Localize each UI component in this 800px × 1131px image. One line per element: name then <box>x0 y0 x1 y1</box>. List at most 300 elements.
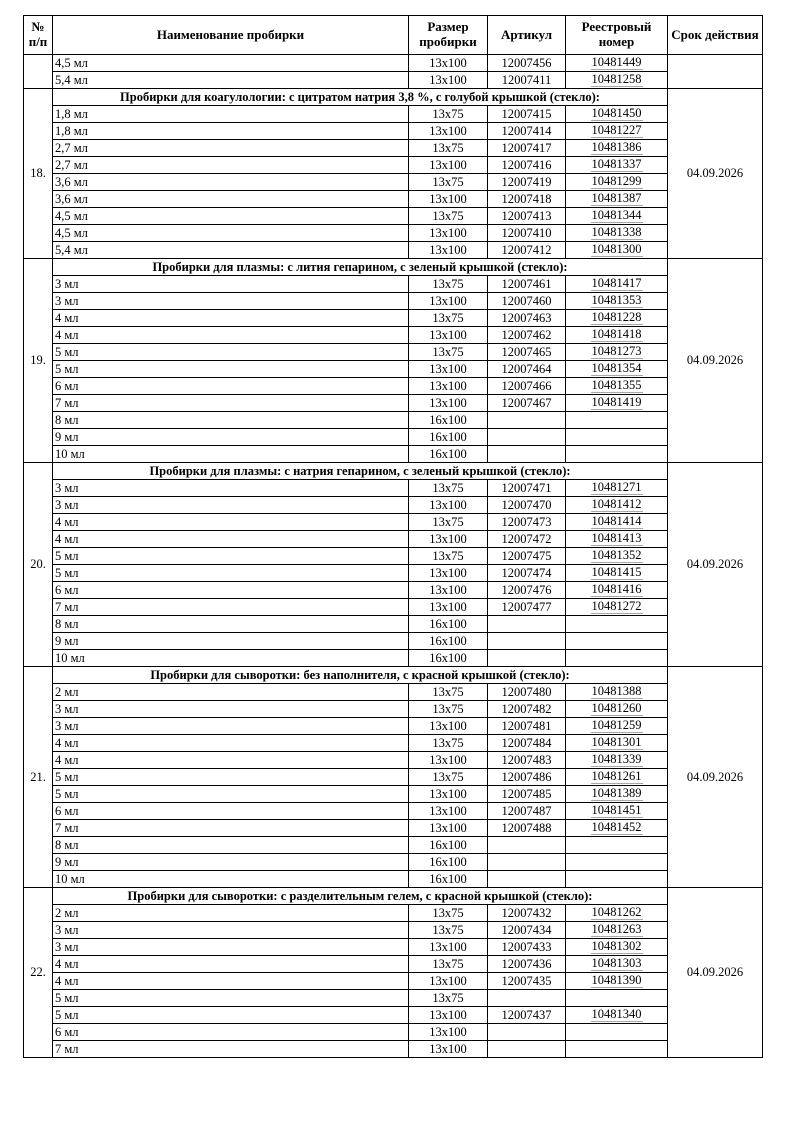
table-row <box>24 650 763 667</box>
table-row <box>24 310 763 327</box>
article-number: 12007471 <box>488 480 566 497</box>
tube-name: 5 мл <box>53 769 409 786</box>
registry-number-text: 10481300 <box>591 242 642 256</box>
table-row <box>24 123 763 140</box>
registry-number <box>566 548 668 565</box>
registry-number <box>566 786 668 803</box>
tube-size: 13x75 <box>409 735 488 752</box>
section-number: 20. <box>24 463 53 667</box>
tube-size: 13x100 <box>409 361 488 378</box>
tube-size: 13x100 <box>409 939 488 956</box>
registry-number <box>566 718 668 735</box>
validity-date: 04.09.2026 <box>668 463 763 667</box>
registry-number-text: 10481414 <box>591 514 642 528</box>
registry-number <box>566 157 668 174</box>
article-number: 12007413 <box>488 208 566 225</box>
article-number: 12007484 <box>488 735 566 752</box>
registry-number-text: 10481227 <box>591 123 642 137</box>
tube-name: 7 мл <box>53 395 409 412</box>
table-row <box>24 769 763 786</box>
tube-name: 6 мл <box>53 582 409 599</box>
tube-size: 13x100 <box>409 191 488 208</box>
table-row <box>24 956 763 973</box>
registry-number-text: 10481260 <box>591 701 642 715</box>
registry-number-text: 10481258 <box>591 72 642 86</box>
registry-number <box>566 514 668 531</box>
tube-name: 4 мл <box>53 956 409 973</box>
tube-name: 1,8 мл <box>53 106 409 123</box>
registry-number <box>566 735 668 752</box>
article-number: 12007463 <box>488 310 566 327</box>
article-number <box>488 854 566 871</box>
registry-number <box>566 140 668 157</box>
article-number: 12007465 <box>488 344 566 361</box>
article-number <box>488 650 566 667</box>
tube-name: 5 мл <box>53 565 409 582</box>
article-number: 12007475 <box>488 548 566 565</box>
registry-number-text: 10481301 <box>591 735 642 749</box>
tube-name: 4 мл <box>53 752 409 769</box>
article-number: 12007476 <box>488 582 566 599</box>
registry-number-text: 10481259 <box>591 718 642 732</box>
section-number: 22. <box>24 888 53 1058</box>
table-row <box>24 1024 763 1041</box>
tube-name: 7 мл <box>53 599 409 616</box>
registry-number-text: 10481262 <box>591 905 642 919</box>
table-row <box>24 276 763 293</box>
tube-size: 16x100 <box>409 650 488 667</box>
tube-name: 7 мл <box>53 820 409 837</box>
registry-number <box>566 684 668 701</box>
article-number: 12007419 <box>488 174 566 191</box>
table-row <box>24 701 763 718</box>
tube-size: 13x100 <box>409 565 488 582</box>
article-number <box>488 871 566 888</box>
table-row <box>24 293 763 310</box>
registry-number <box>566 956 668 973</box>
registry-number-text: 10481338 <box>591 225 642 239</box>
tube-name: 3 мл <box>53 922 409 939</box>
tube-name: 4 мл <box>53 310 409 327</box>
article-number: 12007414 <box>488 123 566 140</box>
registry-number <box>566 1007 668 1024</box>
registry-number <box>566 72 668 89</box>
section-header-row <box>24 667 763 684</box>
tube-size: 13x100 <box>409 718 488 735</box>
tube-name: 4 мл <box>53 531 409 548</box>
article-number: 12007418 <box>488 191 566 208</box>
registry-number <box>566 208 668 225</box>
article-number <box>488 1041 566 1058</box>
table-row <box>24 735 763 752</box>
article-number: 12007432 <box>488 905 566 922</box>
registry-number-text: 10481417 <box>591 276 642 290</box>
col-header-size: Размер пробирки <box>409 16 488 55</box>
tube-name: 4 мл <box>53 327 409 344</box>
validity-date: 04.09.2026 <box>668 259 763 463</box>
article-number: 12007434 <box>488 922 566 939</box>
tube-name: 4 мл <box>53 514 409 531</box>
table-row <box>24 786 763 803</box>
tube-size: 13x100 <box>409 55 488 72</box>
tube-size: 13x100 <box>409 820 488 837</box>
tube-size: 13x100 <box>409 293 488 310</box>
tube-name: 2,7 мл <box>53 140 409 157</box>
section-title: Пробирки для сыворотки: без наполнителя, с красной крышкой (стекло): <box>53 667 668 684</box>
tube-size: 13x75 <box>409 684 488 701</box>
registry-number-text: 10481452 <box>591 820 642 834</box>
validity-date <box>668 55 763 89</box>
col-header-name: Наименование пробирки <box>53 16 409 55</box>
tube-size: 13x100 <box>409 123 488 140</box>
registry-number-text: 10481451 <box>591 803 642 817</box>
registry-number-text: 10481339 <box>591 752 642 766</box>
table-row <box>24 633 763 650</box>
registry-number <box>566 973 668 990</box>
article-number: 12007464 <box>488 361 566 378</box>
table-row <box>24 905 763 922</box>
registry-number <box>566 701 668 718</box>
registry-number-text: 10481337 <box>591 157 642 171</box>
section-number: 21. <box>24 667 53 888</box>
registry-number-text: 10481390 <box>591 973 642 987</box>
tube-name: 8 мл <box>53 837 409 854</box>
tube-name: 5,4 мл <box>53 72 409 89</box>
tube-size: 13x75 <box>409 514 488 531</box>
tube-size: 13x100 <box>409 497 488 514</box>
tube-size: 16x100 <box>409 854 488 871</box>
article-number: 12007485 <box>488 786 566 803</box>
article-number: 12007466 <box>488 378 566 395</box>
table-row <box>24 497 763 514</box>
tube-name: 3 мл <box>53 480 409 497</box>
registry-number <box>566 616 668 633</box>
table-row <box>24 973 763 990</box>
article-number <box>488 1024 566 1041</box>
registry-number <box>566 990 668 1007</box>
tube-name: 7 мл <box>53 1041 409 1058</box>
tube-name: 9 мл <box>53 854 409 871</box>
article-number: 12007462 <box>488 327 566 344</box>
tube-name: 2,7 мл <box>53 157 409 174</box>
registry-number <box>566 633 668 650</box>
article-number: 12007435 <box>488 973 566 990</box>
table-row <box>24 837 763 854</box>
registry-number <box>566 803 668 820</box>
tube-size: 13x75 <box>409 956 488 973</box>
registry-number-text: 10481386 <box>591 140 642 154</box>
col-header-article: Артикул <box>488 16 566 55</box>
table-row <box>24 106 763 123</box>
registry-number <box>566 242 668 259</box>
table-row <box>24 480 763 497</box>
registry-number <box>566 565 668 582</box>
tube-product-table <box>23 15 763 1058</box>
registry-number <box>566 293 668 310</box>
tube-name: 5,4 мл <box>53 242 409 259</box>
table-row <box>24 327 763 344</box>
article-number: 12007437 <box>488 1007 566 1024</box>
section-number: 18. <box>24 89 53 259</box>
section-header-row <box>24 89 763 106</box>
tube-size: 16x100 <box>409 837 488 854</box>
tube-name: 3 мл <box>53 718 409 735</box>
validity-date: 04.09.2026 <box>668 89 763 259</box>
registry-number <box>566 378 668 395</box>
table-row <box>24 1041 763 1058</box>
registry-number-text: 10481271 <box>591 480 642 494</box>
registry-number-text: 10481419 <box>591 395 642 409</box>
tube-size: 13x75 <box>409 344 488 361</box>
registry-number-text: 10481355 <box>591 378 642 392</box>
registry-number-text: 10481272 <box>591 599 642 613</box>
article-number <box>488 837 566 854</box>
registry-number <box>566 106 668 123</box>
table-row <box>24 1007 763 1024</box>
tube-name: 4 мл <box>53 735 409 752</box>
article-number: 12007416 <box>488 157 566 174</box>
table-row <box>24 803 763 820</box>
table-row <box>24 174 763 191</box>
article-number: 12007483 <box>488 752 566 769</box>
tube-size: 13x100 <box>409 1041 488 1058</box>
table-row <box>24 854 763 871</box>
tube-size: 13x75 <box>409 990 488 1007</box>
table-row <box>24 752 763 769</box>
registry-number-text: 10481340 <box>591 1007 642 1021</box>
tube-size: 13x75 <box>409 310 488 327</box>
registry-number <box>566 531 668 548</box>
tube-size: 13x75 <box>409 174 488 191</box>
section-title: Пробирки для плазмы: с натрия гепарином, с зеленый крышкой (стекло): <box>53 463 668 480</box>
article-number <box>488 616 566 633</box>
tube-size: 13x100 <box>409 72 488 89</box>
table-row <box>24 616 763 633</box>
tube-size: 13x100 <box>409 157 488 174</box>
article-number: 12007482 <box>488 701 566 718</box>
table-row <box>24 922 763 939</box>
table-row <box>24 361 763 378</box>
registry-number <box>566 650 668 667</box>
tube-size: 13x100 <box>409 225 488 242</box>
table-row <box>24 599 763 616</box>
table-row <box>24 208 763 225</box>
article-number: 12007472 <box>488 531 566 548</box>
tube-name: 10 мл <box>53 871 409 888</box>
article-number <box>488 990 566 1007</box>
tube-size: 13x75 <box>409 140 488 157</box>
article-number: 12007477 <box>488 599 566 616</box>
table-row <box>24 718 763 735</box>
registry-number-text: 10481412 <box>591 497 642 511</box>
registry-number <box>566 905 668 922</box>
registry-number <box>566 344 668 361</box>
col-header-validity: Срок действия <box>668 16 763 55</box>
table-row <box>24 157 763 174</box>
tube-name: 4,5 мл <box>53 55 409 72</box>
tube-name: 9 мл <box>53 429 409 446</box>
tube-name: 4 мл <box>53 973 409 990</box>
registry-number-text: 10481415 <box>591 565 642 579</box>
table-row <box>24 72 763 89</box>
registry-number <box>566 922 668 939</box>
tube-name: 10 мл <box>53 650 409 667</box>
registry-number <box>566 854 668 871</box>
tube-size: 16x100 <box>409 429 488 446</box>
registry-number <box>566 55 668 72</box>
tube-name: 3,6 мл <box>53 174 409 191</box>
table-row <box>24 429 763 446</box>
registry-number-text: 10481303 <box>591 956 642 970</box>
registry-number-text: 10481449 <box>591 55 642 69</box>
table-row <box>24 990 763 1007</box>
section-title: Пробирки для коагулологии: с цитратом натрия 3,8 %, с голубой крышкой (стекло): <box>53 89 668 106</box>
registry-number <box>566 225 668 242</box>
tube-size: 13x100 <box>409 531 488 548</box>
tube-name: 3 мл <box>53 497 409 514</box>
tube-name: 5 мл <box>53 786 409 803</box>
tube-name: 8 мл <box>53 616 409 633</box>
registry-number <box>566 327 668 344</box>
registry-number-text: 10481353 <box>591 293 642 307</box>
article-number: 12007474 <box>488 565 566 582</box>
article-number: 12007480 <box>488 684 566 701</box>
table-row <box>24 412 763 429</box>
registry-number-text: 10481261 <box>591 769 642 783</box>
registry-number <box>566 871 668 888</box>
article-number: 12007487 <box>488 803 566 820</box>
registry-number-text: 10481418 <box>591 327 642 341</box>
table-row <box>24 225 763 242</box>
article-number: 12007473 <box>488 514 566 531</box>
tube-name: 10 мл <box>53 446 409 463</box>
validity-date: 04.09.2026 <box>668 888 763 1058</box>
registry-number <box>566 582 668 599</box>
tube-name: 3 мл <box>53 701 409 718</box>
tube-name: 8 мл <box>53 412 409 429</box>
registry-number-text: 10481354 <box>591 361 642 375</box>
registry-number <box>566 769 668 786</box>
registry-number-text: 10481413 <box>591 531 642 545</box>
tube-size: 13x75 <box>409 208 488 225</box>
tube-name: 4,5 мл <box>53 208 409 225</box>
tube-name: 2 мл <box>53 684 409 701</box>
article-number: 12007488 <box>488 820 566 837</box>
table-row <box>24 191 763 208</box>
tube-size: 13x75 <box>409 548 488 565</box>
table-row <box>24 395 763 412</box>
registry-number-text: 10481273 <box>591 344 642 358</box>
tube-name: 5 мл <box>53 361 409 378</box>
tube-size: 13x100 <box>409 973 488 990</box>
registry-number <box>566 310 668 327</box>
tube-name: 3 мл <box>53 276 409 293</box>
tube-size: 13x100 <box>409 242 488 259</box>
registry-number <box>566 752 668 769</box>
tube-name: 1,8 мл <box>53 123 409 140</box>
table-row <box>24 939 763 956</box>
tube-name: 3 мл <box>53 939 409 956</box>
registry-number-text: 10481228 <box>591 310 642 324</box>
tube-size: 16x100 <box>409 871 488 888</box>
registry-number-text: 10481352 <box>591 548 642 562</box>
col-header-num: № п/п <box>24 16 53 55</box>
header-row <box>24 16 763 55</box>
registry-number <box>566 1024 668 1041</box>
tube-name: 5 мл <box>53 990 409 1007</box>
registry-number-text: 10481387 <box>591 191 642 205</box>
section-header-row <box>24 888 763 905</box>
section-header-row <box>24 463 763 480</box>
article-number <box>488 429 566 446</box>
tube-name: 3 мл <box>53 293 409 310</box>
tube-size: 16x100 <box>409 616 488 633</box>
article-number: 12007470 <box>488 497 566 514</box>
registry-number <box>566 820 668 837</box>
article-number <box>488 633 566 650</box>
registry-number-text: 10481388 <box>591 684 642 698</box>
section-title: Пробирки для плазмы: с лития гепарином, с зеленый крышкой (стекло): <box>53 259 668 276</box>
section-number: 19. <box>24 259 53 463</box>
table-row <box>24 871 763 888</box>
table-row <box>24 582 763 599</box>
tube-size: 13x100 <box>409 803 488 820</box>
registry-number <box>566 599 668 616</box>
table-row <box>24 55 763 72</box>
article-number: 12007433 <box>488 939 566 956</box>
article-number: 12007417 <box>488 140 566 157</box>
registry-number <box>566 276 668 293</box>
tube-name: 4,5 мл <box>53 225 409 242</box>
tube-size: 13x100 <box>409 599 488 616</box>
registry-number <box>566 446 668 463</box>
col-header-registry: Реестровый номер <box>566 16 668 55</box>
tube-size: 13x100 <box>409 1024 488 1041</box>
section-title: Пробирки для сыворотки: с разделительным гелем, с красной крышкой (стекло): <box>53 888 668 905</box>
tube-name: 3,6 мл <box>53 191 409 208</box>
tube-size: 16x100 <box>409 633 488 650</box>
article-number: 12007481 <box>488 718 566 735</box>
article-number: 12007410 <box>488 225 566 242</box>
registry-number <box>566 1041 668 1058</box>
table-row <box>24 565 763 582</box>
table-row <box>24 820 763 837</box>
article-number: 12007411 <box>488 72 566 89</box>
registry-number <box>566 395 668 412</box>
article-number: 12007467 <box>488 395 566 412</box>
registry-number <box>566 123 668 140</box>
registry-number <box>566 480 668 497</box>
article-number: 12007415 <box>488 106 566 123</box>
table-row <box>24 242 763 259</box>
tube-size: 13x100 <box>409 752 488 769</box>
section-header-row <box>24 259 763 276</box>
registry-number-text: 10481450 <box>591 106 642 120</box>
registry-number <box>566 361 668 378</box>
tube-size: 13x100 <box>409 378 488 395</box>
tube-size: 13x75 <box>409 769 488 786</box>
tube-size: 13x100 <box>409 395 488 412</box>
tube-size: 13x100 <box>409 1007 488 1024</box>
article-number <box>488 412 566 429</box>
tube-name: 5 мл <box>53 344 409 361</box>
tube-size: 13x75 <box>409 480 488 497</box>
tube-name: 2 мл <box>53 905 409 922</box>
article-number: 12007436 <box>488 956 566 973</box>
registry-number <box>566 837 668 854</box>
registry-number-text: 10481344 <box>591 208 642 222</box>
tube-name: 5 мл <box>53 1007 409 1024</box>
